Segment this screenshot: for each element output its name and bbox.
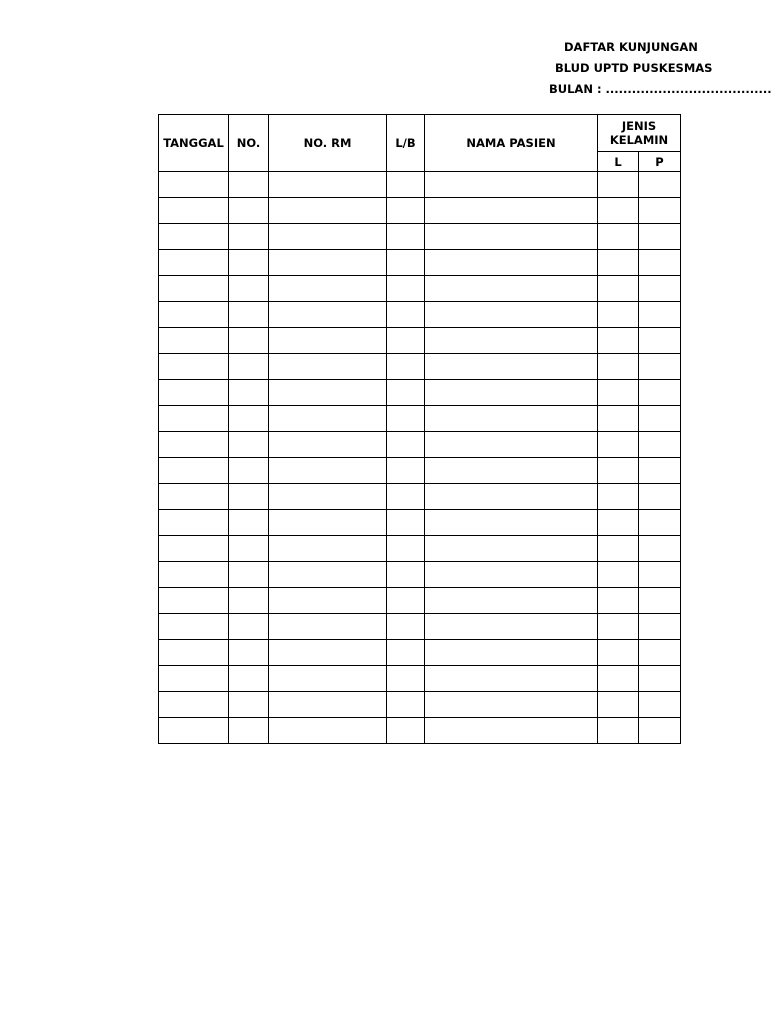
table-row <box>159 380 681 406</box>
table-row <box>159 458 681 484</box>
cell-p <box>639 354 681 380</box>
cell-l <box>598 692 639 718</box>
facility-name: BLUD UPTD PUSKESMAS <box>555 61 713 75</box>
cell-no <box>229 302 269 328</box>
cell-tanggal <box>159 328 229 354</box>
column-header-no: NO. <box>229 115 269 172</box>
cell-nama-pasien <box>425 302 598 328</box>
cell-no <box>229 640 269 666</box>
cell-nama-pasien <box>425 718 598 744</box>
cell-tanggal <box>159 302 229 328</box>
cell-tanggal <box>159 432 229 458</box>
cell-l <box>598 224 639 250</box>
cell-tanggal <box>159 250 229 276</box>
cell-l <box>598 328 639 354</box>
cell-no <box>229 666 269 692</box>
cell-l <box>598 588 639 614</box>
cell-lb <box>387 692 425 718</box>
cell-no-rm <box>269 276 387 302</box>
cell-p <box>639 250 681 276</box>
cell-l <box>598 302 639 328</box>
cell-l <box>598 562 639 588</box>
cell-no <box>229 250 269 276</box>
cell-no <box>229 588 269 614</box>
cell-no <box>229 458 269 484</box>
cell-nama-pasien <box>425 562 598 588</box>
table-row <box>159 640 681 666</box>
cell-no-rm <box>269 588 387 614</box>
cell-no-rm <box>269 718 387 744</box>
cell-l <box>598 666 639 692</box>
cell-l <box>598 510 639 536</box>
table-row <box>159 250 681 276</box>
cell-no <box>229 354 269 380</box>
visit-register-table <box>158 114 681 744</box>
cell-p <box>639 172 681 198</box>
cell-l <box>598 276 639 302</box>
cell-no-rm <box>269 198 387 224</box>
cell-nama-pasien <box>425 692 598 718</box>
cell-p <box>639 406 681 432</box>
cell-nama-pasien <box>425 640 598 666</box>
cell-lb <box>387 640 425 666</box>
cell-l <box>598 536 639 562</box>
cell-no-rm <box>269 224 387 250</box>
table-row <box>159 510 681 536</box>
cell-p <box>639 614 681 640</box>
cell-no-rm <box>269 614 387 640</box>
cell-l <box>598 484 639 510</box>
cell-lb <box>387 536 425 562</box>
table-row <box>159 354 681 380</box>
table-row <box>159 536 681 562</box>
cell-no-rm <box>269 380 387 406</box>
cell-tanggal <box>159 380 229 406</box>
column-header-lb: L/B <box>387 115 425 172</box>
cell-l <box>598 614 639 640</box>
cell-tanggal <box>159 458 229 484</box>
column-header-jenis-kelamin: JENIS KELAMIN <box>598 115 681 152</box>
cell-no-rm <box>269 562 387 588</box>
cell-tanggal <box>159 406 229 432</box>
cell-nama-pasien <box>425 198 598 224</box>
cell-l <box>598 172 639 198</box>
table-row <box>159 562 681 588</box>
cell-lb <box>387 432 425 458</box>
cell-tanggal <box>159 588 229 614</box>
cell-no <box>229 328 269 354</box>
cell-lb <box>387 406 425 432</box>
table-row <box>159 614 681 640</box>
cell-no-rm <box>269 510 387 536</box>
cell-p <box>639 328 681 354</box>
cell-p <box>639 640 681 666</box>
cell-lb <box>387 718 425 744</box>
cell-nama-pasien <box>425 432 598 458</box>
cell-l <box>598 354 639 380</box>
cell-l <box>598 458 639 484</box>
table-body <box>159 172 681 744</box>
cell-tanggal <box>159 510 229 536</box>
cell-lb <box>387 614 425 640</box>
cell-lb <box>387 172 425 198</box>
cell-no-rm <box>269 432 387 458</box>
cell-p <box>639 432 681 458</box>
cell-p <box>639 276 681 302</box>
cell-nama-pasien <box>425 614 598 640</box>
cell-lb <box>387 328 425 354</box>
cell-lb <box>387 484 425 510</box>
cell-no <box>229 276 269 302</box>
cell-no <box>229 718 269 744</box>
cell-no <box>229 536 269 562</box>
cell-nama-pasien <box>425 328 598 354</box>
cell-tanggal <box>159 614 229 640</box>
cell-nama-pasien <box>425 380 598 406</box>
table-row <box>159 432 681 458</box>
cell-lb <box>387 588 425 614</box>
cell-tanggal <box>159 198 229 224</box>
cell-lb <box>387 354 425 380</box>
cell-no <box>229 172 269 198</box>
cell-p <box>639 536 681 562</box>
column-header-p: P <box>639 152 681 172</box>
cell-p <box>639 224 681 250</box>
column-header-l: L <box>598 152 639 172</box>
cell-lb <box>387 666 425 692</box>
table-row <box>159 224 681 250</box>
cell-p <box>639 588 681 614</box>
cell-nama-pasien <box>425 172 598 198</box>
cell-nama-pasien <box>425 458 598 484</box>
month-field: BULAN : ...................................... <box>549 82 772 96</box>
cell-lb <box>387 380 425 406</box>
cell-no <box>229 484 269 510</box>
cell-tanggal <box>159 718 229 744</box>
table-row <box>159 172 681 198</box>
cell-no <box>229 224 269 250</box>
cell-p <box>639 198 681 224</box>
cell-p <box>639 458 681 484</box>
cell-nama-pasien <box>425 250 598 276</box>
cell-no <box>229 510 269 536</box>
cell-no-rm <box>269 302 387 328</box>
cell-p <box>639 484 681 510</box>
table-row <box>159 666 681 692</box>
cell-nama-pasien <box>425 484 598 510</box>
cell-lb <box>387 302 425 328</box>
column-header-no-rm: NO. RM <box>269 115 387 172</box>
cell-no <box>229 432 269 458</box>
cell-lb <box>387 250 425 276</box>
cell-no-rm <box>269 354 387 380</box>
cell-p <box>639 718 681 744</box>
cell-tanggal <box>159 536 229 562</box>
cell-no <box>229 198 269 224</box>
cell-l <box>598 406 639 432</box>
cell-nama-pasien <box>425 406 598 432</box>
cell-l <box>598 250 639 276</box>
cell-nama-pasien <box>425 666 598 692</box>
document-title: DAFTAR KUNJUNGAN <box>564 40 698 54</box>
cell-tanggal <box>159 562 229 588</box>
cell-no-rm <box>269 250 387 276</box>
cell-p <box>639 692 681 718</box>
cell-p <box>639 562 681 588</box>
table-row <box>159 692 681 718</box>
cell-nama-pasien <box>425 276 598 302</box>
cell-no-rm <box>269 640 387 666</box>
cell-no <box>229 614 269 640</box>
cell-no-rm <box>269 172 387 198</box>
cell-l <box>598 432 639 458</box>
cell-lb <box>387 458 425 484</box>
table-row <box>159 588 681 614</box>
cell-lb <box>387 276 425 302</box>
cell-nama-pasien <box>425 354 598 380</box>
cell-lb <box>387 562 425 588</box>
cell-p <box>639 666 681 692</box>
cell-nama-pasien <box>425 588 598 614</box>
cell-l <box>598 380 639 406</box>
cell-tanggal <box>159 224 229 250</box>
table-row <box>159 328 681 354</box>
cell-no <box>229 380 269 406</box>
cell-l <box>598 718 639 744</box>
cell-no-rm <box>269 328 387 354</box>
table-row <box>159 484 681 510</box>
cell-tanggal <box>159 354 229 380</box>
cell-tanggal <box>159 640 229 666</box>
table-row <box>159 718 681 744</box>
cell-no <box>229 406 269 432</box>
cell-no-rm <box>269 536 387 562</box>
cell-l <box>598 640 639 666</box>
cell-no <box>229 692 269 718</box>
cell-lb <box>387 224 425 250</box>
cell-no-rm <box>269 406 387 432</box>
cell-no-rm <box>269 458 387 484</box>
cell-p <box>639 380 681 406</box>
cell-no-rm <box>269 692 387 718</box>
cell-lb <box>387 198 425 224</box>
cell-nama-pasien <box>425 510 598 536</box>
cell-nama-pasien <box>425 536 598 562</box>
cell-no-rm <box>269 484 387 510</box>
cell-p <box>639 510 681 536</box>
cell-lb <box>387 510 425 536</box>
cell-tanggal <box>159 692 229 718</box>
cell-tanggal <box>159 484 229 510</box>
table-row <box>159 276 681 302</box>
table-row <box>159 302 681 328</box>
cell-tanggal <box>159 276 229 302</box>
document-header <box>470 37 772 100</box>
column-header-nama-pasien: NAMA PASIEN <box>425 115 598 172</box>
cell-no <box>229 562 269 588</box>
cell-tanggal <box>159 172 229 198</box>
cell-no-rm <box>269 666 387 692</box>
cell-p <box>639 302 681 328</box>
cell-l <box>598 198 639 224</box>
table-row <box>159 198 681 224</box>
cell-tanggal <box>159 666 229 692</box>
cell-nama-pasien <box>425 224 598 250</box>
column-header-tanggal: TANGGAL <box>159 115 229 172</box>
table-row <box>159 406 681 432</box>
